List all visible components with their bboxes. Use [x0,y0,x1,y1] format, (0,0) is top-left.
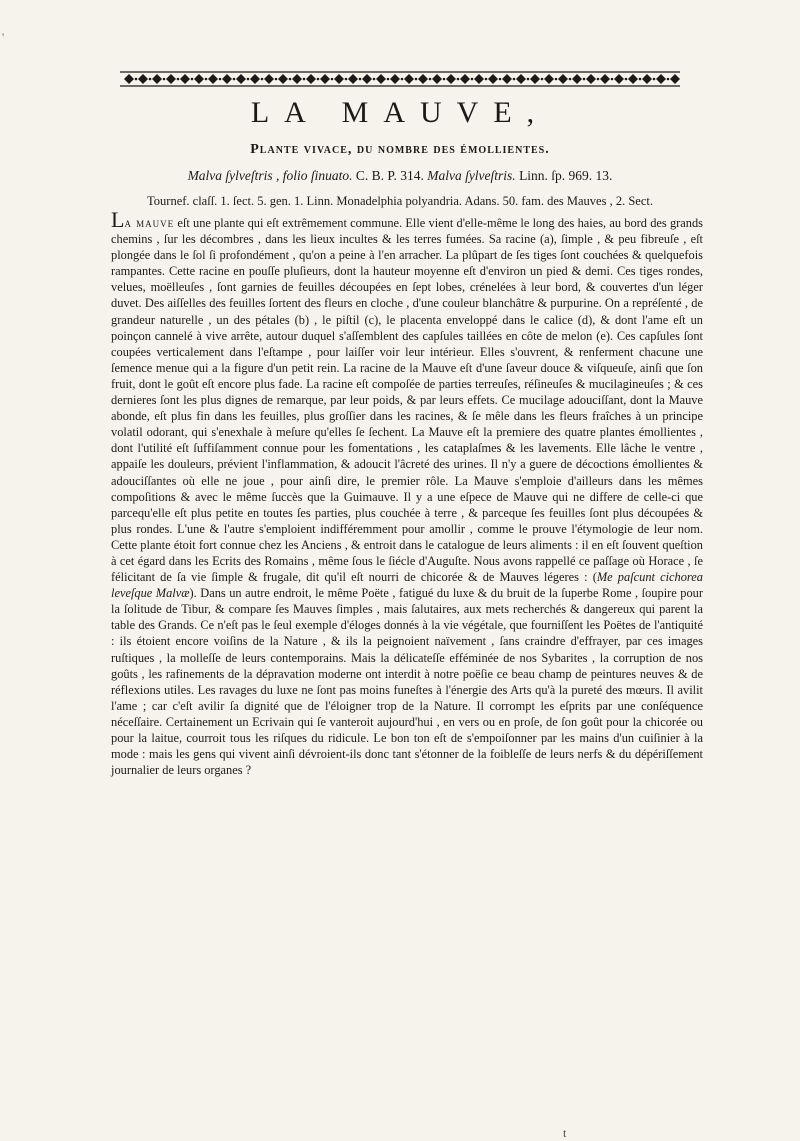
ornament-dot [653,78,656,81]
ornament-diamond [572,74,582,84]
ornament-diamond [348,74,358,84]
ornament-dot [373,78,376,81]
ornament-diamond [222,74,232,84]
ornament-dot [219,78,222,81]
ornament-diamond [166,74,176,84]
signature-mark: t [563,1126,567,1140]
ornament-diamond [236,74,246,84]
ornament-diamond [600,74,610,84]
classification-line: Tournef. claſſ. 1. ſect. 5. gen. 1. Linn. Monadelphia polyandria. Adans. 50. fam. des Mauves , 2. Sect. [147,194,653,208]
ornament-dot [513,78,516,81]
ornament-dot [583,78,586,81]
ornament-dot [597,78,600,81]
ornament-dot [205,78,208,81]
ornament-dot [569,78,572,81]
ornament-dot [261,78,264,81]
ornament-dot [191,78,194,81]
ornament-dot [499,78,502,81]
page-subtitle: Plante vivace, du nombre des émollientes. [250,142,550,157]
ornament-dot [625,78,628,81]
ornament-dot [415,78,418,81]
ornament-dot [289,78,292,81]
synonym-name-1: Malva ſylveſtris , folio ſinuato. [187,168,353,183]
ornament-diamond [264,74,274,84]
ornament-diamond [390,74,400,84]
ornament-diamond [194,74,204,84]
ornament-dot [401,78,404,81]
ornament-dot [177,78,180,81]
ornament-dot [485,78,488,81]
ornament-dot [345,78,348,81]
ornament-diamond [642,74,652,84]
ornament-diamond [558,74,568,84]
ornament-dot [471,78,474,81]
body-text-part-2: ). Dans un autre endroit, le même Poëte , fatigué du luxe & du bruit de la ſuperbe Rome , ſoupire pour la ſolitude de Tibur, & compare ſes Mauves ſimples , mais ſalutaires, aux mets recherchés & dangereux qui parent la table des Grands. Ce n'eſt pas le ſeul exemple d'éloges donnés à la vie végétale, que fourniſſent les Poëtes de l'antiquité : ils étoient encore voiſins de la Nature , & ils la peignoient naïvement , ſans craindre d'effrayer, par ces images ruſtiques , la molleſſe de leurs contemporains. Mais la délicateſſe efféminée de nos Sybarites , la corruption de nos goûts , les rafinements de la dépravation moderne ont interdit à notre poëſie ce beau champ de peintures neuves & de réflexions utiles. Les ravages du luxe ne ſont pas moins funeſtes à l'énergie des Arts qu'à la pureté des mœurs. Il avilit l'ame ; car c'eſt avilir ſa dignité que de l'éloigner trop de la Nature. Il corrompt les eſprits par une conſéquence néceſſaire. Certainement un Ecrivain qui ſe vanteroit aujourd'hui , en vers ou en proſe, de ſon goût pour la chicorée ou pour la laitue, courroit tous les riſques du ridicule. Le bon ton eſt de s'empoiſonner par les mains d'un cuiſinier à la mode : mais les gens qui vivent ainſi dévroient-ils donc tant s'étonner de la foibleſſe de leurs nerfs & du dépériſſement journalier de leurs organes ? [111,586,703,778]
ornament-diamond [362,74,372,84]
ornament-dot [359,78,362,81]
ornament-dot [303,78,306,81]
ornament-diamond [586,74,596,84]
horace-quote: Me paſcunt cichorea leveſque Malvæ [111,570,703,601]
ornament-diamond [446,74,456,84]
ornament-dot [275,78,278,81]
ornament-diamond [614,74,624,84]
ornament-dot [457,78,460,81]
ornament-diamond [544,74,554,84]
ornament-dot [387,78,390,81]
lead-words: a mauve [124,216,175,230]
body-paragraph [111,207,703,778]
ornament-diamond [334,74,344,84]
ornament-diamond [418,74,428,84]
ornament-dot [555,78,558,81]
ornament-diamond [208,74,218,84]
ornament-diamond [474,74,484,84]
ornament-diamond [656,74,666,84]
ornament-dot [247,78,250,81]
ornament-diamond [488,74,498,84]
ornament-diamond [180,74,190,84]
ornament-dot [611,78,614,81]
ornament-diamond [376,74,386,84]
botanical-synonyms [0,168,800,184]
drop-cap: L [111,207,125,232]
ornament-diamond [320,74,330,84]
ornament-dot [233,78,236,81]
ornament-diamond [278,74,288,84]
page-title: LA MAUVE, [250,96,550,129]
ornament-diamond [432,74,442,84]
ornament-diamond [152,74,162,84]
synonym-name-2: Malva ſylveſtris. [427,168,516,183]
body-text-part-1: eſt une plante qui eſt extrêmement commune. Elle vient d'elle-même le long des haies, au bord des grands chemins , ſur les décombres , dans les lieux incultes & les terres fumées. Sa racine (a), ſimple , & peu fibreuſe , eſt plongée dans le ſol ſi profondément , qu'on a peine à l'en arracher. La plûpart de ſes tiges ſont couchées & quelquefois rampantes. Cette racine en pouſſe pluſieurs, dont la hauteur moyenne eſt d'environ un pied & demi. Ces tiges rondes, velues, moëlleuſes , ſont garnies de feuilles découpées en ſept lobes, crénelées à leur bord, & couvertes d'un léger duvet. Des aiſſelles des feuilles ſortent des fleurs en cloche , d'une couleur blanchâtre & purpurine. On a repréſenté , de grandeur naturelle , un des pétales (b) , le piſtil (c), le placenta enveloppé dans le calice (d), & dont l'ame eſt un poinçon cannelé à vive arrête, autour duquel s'aſſemblent des capſules taillées en côte de melon (e). Ces capſules ſont coupées verticalement dans l'eſtampe , pour laiſſer voir leur intérieur. Elles s'ouvrent, & renferment chacune une ſemence menue qui a la figure d'un petit rein. La racine de la Mauve eſt d'une ſaveur douce & viſqueuſe, ainſi que ſon fruit, dont le goût eſt encore plus fade. La racine eſt compoſée de parties terreuſes, réſineuſes & mucilagineuſes ; & ces dernieres ſont les plus dignes de remarque, par leur poids, & par leurs effets. Ce mucilage adouciſſant, dont la Mauve abonde, eſt plus fin dans les feuilles, plus groſſier dans les racines, & ſe mêle dans les fleurs fraîches à un principe volatil odorant, qui s'enexhale à meſure qu'elles ſe ſechent. La Mauve eſt la premiere des quatre plantes émollientes , dont l'utilité eſt ſuffiſamment connue pour les fomentations , les cataplaſmes & les lavements. Elle lâche le ventre , appaiſe les douleurs, prévient l'inflammation, & adoucit l'âcreté des urines. Il n'y a guere de décoctions émollientes & adouciſſantes où elle ne joue , pour ainſi dire, le premier rôle. La Mauve s'emploie d'ailleurs dans les mêmes compoſitions & avec le même ſuccès que la Guimauve. Il y a une eſpece de Mauve qui ne differe de celle-ci que parcequ'elle eſt plus petite en toutes ſes parties, plus couchée à terre , & parceque ſes feuilles ſont plus découpées & plus rondes. L'une & l'autre s'emploient indifféremment pour amollir , comme le prouve l'étymologie de leur nom. Cette plante étoit fort connue chez les Anciens , & entroit dans le catalogue de leurs aliments : il en eſt ſouvent queſtion à cet égard dans les Ecrits des Romains , même ſous le ſiécle d'Auguſte. Nous avons rappellé ce paſſage où Horace , ſe félicitant de ſa vie ſimple & frugale, dit qu'il eſt nourri de chicorée & de Mauves légeres : ( [111,216,703,585]
ornament-diamond [502,74,512,84]
ornament-dot [541,78,544,81]
ornament-dot [527,78,530,81]
decorative-ornament-band [120,70,680,88]
ornament-diamond [138,74,148,84]
ornament-dot [149,78,152,81]
margin-mark: ' [2,30,5,44]
ornament-diamond [460,74,470,84]
ornament-dot [163,78,166,81]
ornament-diamond [670,74,680,84]
ornament-diamond [124,74,134,84]
ornament-diamond [306,74,316,84]
ornament-diamond [404,74,414,84]
ornament-diamond [530,74,540,84]
synonym-reference-2: Linn. ſp. 969. 13. [515,168,613,183]
synonym-reference-1: C. B. P. 314. [352,168,428,183]
ornament-diamond [628,74,638,84]
ornament-dot [667,78,670,81]
ornament-diamond [516,74,526,84]
ornament-diamond [250,74,260,84]
ornament-dot [443,78,446,81]
ornament-dot [331,78,334,81]
ornament-dot [135,78,138,81]
ornament-dot [639,78,642,81]
ornament-dot [429,78,432,81]
ornament-diamond [292,74,302,84]
ornament-dot [317,78,320,81]
